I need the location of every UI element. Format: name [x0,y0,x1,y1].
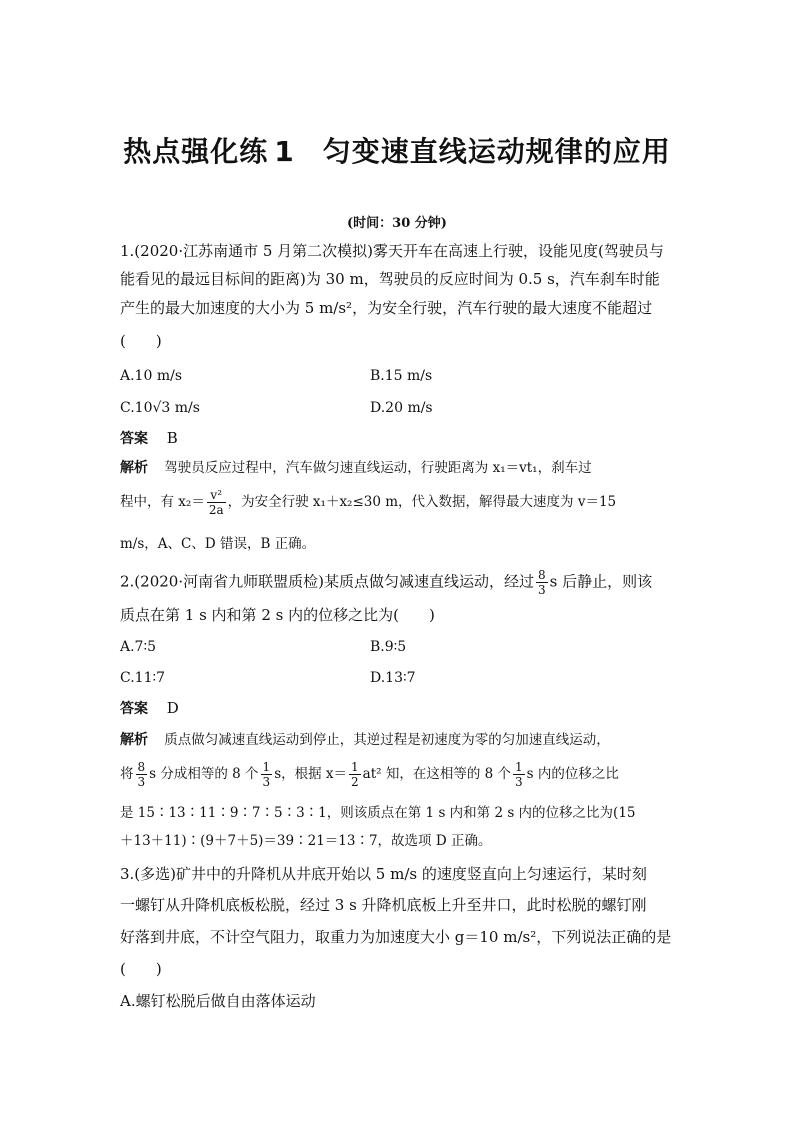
fraction [349,760,361,789]
q2-option-d: D.13∶7 [370,670,416,686]
question-text: 2.(2020·河南省九师联盟质检)某质点做匀减速直线运动，经过 [120,572,534,591]
fraction [261,760,273,789]
title-topic: 匀变速直线运动规律的应用 [322,135,671,168]
fraction-numerator: 1 [262,760,271,774]
q2-option-c: C.11∶7 [120,670,166,686]
title-number: 1 [274,135,295,168]
answer-label: 答案 [120,701,148,717]
solution-label: 解析 [120,732,148,748]
q1-line-2: 能看见的最远目标间的距离)为 30 m，驾驶员的反应时间为 0.5 s，汽车刹车时能 [120,270,660,288]
title-main: 热点强化练 [123,135,269,168]
q1-solution-line-1 [120,457,592,479]
q3-line-2: 一螺钉从升降机底板松脱，经过 3 s 升降机底板上升至井口，此时松脱的螺钉刚 [120,896,647,914]
fraction-denominator: 3 [262,775,271,789]
fraction-numerator: v² [207,488,226,503]
solution-text: s 内的位移之比 [526,766,619,782]
q1-answer [120,427,178,450]
fraction-numerator: 1 [515,760,523,774]
solution-text: 程中，有 x₂＝ [120,494,205,510]
q1-option-a: A.10 m/s [120,368,183,384]
fraction [513,760,525,789]
solution-text: 驾驶员反应过程中，汽车做匀速直线运动，行驶距离为 x₁＝vt₁，刹车过 [164,460,592,476]
q2-solution-line-2 [120,760,619,789]
fraction-denominator: 3 [515,775,523,789]
answer-value: D [166,699,179,717]
solution-text: 质点做匀减速直线运动到停止，其逆过程是初速度为零的匀加速直线运动， [164,732,610,748]
q3-option-a: A.螺钉松脱后做自由落体运动 [120,992,316,1010]
fraction-numerator: 8 [137,760,146,774]
q1-line-1: 1.(2020·江苏南通市 5 月第二次模拟)雾天开车在高速上行驶，设能见度(驾驶员与 [120,242,664,260]
solution-text: s，根据 x＝ [274,766,348,782]
q2-solution-line-1 [120,729,610,751]
solution-text: ，为安全行驶 x₁＋x₂≤30 m，代入数据，解得最大速度为 v＝15 [227,494,617,510]
solution-text: 将 [120,766,134,782]
fraction-denominator: 3 [537,583,546,597]
q2-line-2: 质点在第 1 s 内和第 2 s 内的位移之比为( ) [120,606,435,624]
fraction [536,568,548,597]
q1-solution-line-3: m/s，A、C、D 错误，B 正确。 [120,536,316,552]
q1-option-c: C.10√3 m/s [120,400,200,416]
q3-line-3: 好落到井底，不计空气阻力，取重力为加速度大小 g＝10 m/s²，下列说法正确的是 [120,928,672,946]
fraction [207,488,226,517]
fraction [136,760,148,789]
question-text: s 后静止，则该 [549,572,653,591]
q2-answer [120,697,179,720]
q1-option-b: B.15 m/s [370,368,433,384]
q3-line-4: ( ) [120,960,162,978]
fraction-numerator: 8 [537,568,546,582]
page-title [0,130,794,170]
solution-text: at² 知，在这相等的 8 个 [362,766,512,782]
q2-option-a: A.7∶5 [120,639,157,655]
q2-solution-line-3: 是 15∶13∶11∶9∶7∶5∶3∶1，则该质点在第 1 s 内和第 2 s 内的位移之比为(15 [120,805,636,821]
solution-label: 解析 [120,460,148,476]
time-limit: (时间：30 分钟) [347,216,447,231]
q1-line-4: ( ) [120,332,162,350]
q2-line-1 [120,568,652,597]
q1-line-3: 产生的最大加速度的大小为 5 m/s²，为安全行驶，汽车行驶的最大速度不能超过 [120,299,653,317]
solution-text: s 分成相等的 8 个 [149,766,259,782]
q1-solution-line-2 [120,488,616,517]
q3-line-1: 3.(多选)矿井中的升降机从井底开始以 5 m/s 的速度竖直向上匀速运行，某时刻 [120,865,647,883]
fraction-denominator: 2a [208,503,224,517]
fraction-denominator: 3 [137,775,146,789]
answer-value: B [166,429,178,447]
fraction-denominator: 2 [351,775,359,789]
fraction-numerator: 1 [351,760,359,774]
q2-solution-line-4: ＋13＋11)∶(9＋7＋5)＝39∶21＝13∶7，故选项 D 正确。 [120,833,492,849]
q2-option-b: B.9∶5 [370,639,407,655]
answer-label: 答案 [120,431,148,447]
q1-option-d: D.20 m/s [370,400,433,416]
